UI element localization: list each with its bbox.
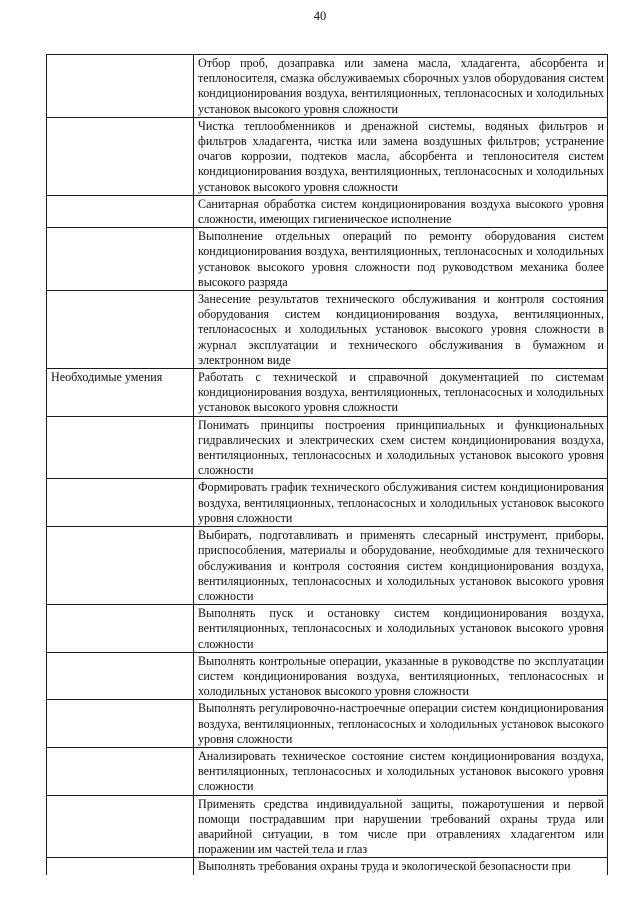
table-row — [47, 652, 608, 700]
row-text: Занесение результатов технического обслуживания и контроля состояния оборудования систем кондиционирования воздуха, вентиляционных, теплонасосных и холодильных установок высокого уровня сложности в журнал эксплуатации и технического обслуживания в бумажном и электронном виде — [194, 291, 608, 369]
table-row — [47, 416, 608, 479]
row-label — [47, 747, 194, 795]
row-label — [47, 858, 194, 875]
table-row — [47, 369, 608, 417]
row-text: Отбор проб, дозаправка или замена масла, хладагента, абсорбента и теплоносителя, смазка обслуживаемых сборочных узлов оборудования систем кондиционирования воздуха, вентиляционных, теплонасосных и холодильных установок высокого уровня сложности — [194, 55, 608, 118]
table-row — [47, 479, 608, 527]
row-label — [47, 291, 194, 369]
row-label — [47, 228, 194, 291]
table-row — [47, 228, 608, 291]
table-row — [47, 605, 608, 653]
table-row — [47, 195, 608, 227]
row-text: Выбирать, подготавливать и применять слесарный инструмент, приборы, приспособления, материалы и оборудование, необходимые для технического обслуживания и контроля состояния систем кондиционирования воздуха, вентиляционных, теплонасосных и холодильных установок высокого уровня сложности — [194, 527, 608, 605]
row-text: Санитарная обработка систем кондиционирования воздуха высокого уровня сложности, имеющих гигиеническое исполнение — [194, 195, 608, 227]
row-text: Анализировать техническое состояние систем кондиционирования воздуха, вентиляционных, теплонасосных и холодильных установок высокого уровня сложности — [194, 747, 608, 795]
row-label — [47, 117, 194, 195]
table-row — [47, 700, 608, 748]
row-text: Понимать принципы построения принципиальных и функциональных гидравлических и электрических схем систем кондиционирования воздуха, вентиляционных, теплонасосных и холодильных установок высокого уровня сложности — [194, 416, 608, 479]
row-text: Применять средства индивидуальной защиты, пожаротушения и первой помощи пострадавшим при нарушении требований охраны труда или аварийной ситуации, в том числе при отравлениях хладагентом или поражении им частей тела и глаз — [194, 795, 608, 858]
row-text: Работать с технической и справочной документацией по системам кондиционирования воздуха, вентиляционных, теплонасосных и холодильных установок высокого уровня сложности — [194, 369, 608, 417]
row-text: Выполнять регулировочно-настроечные операции систем кондиционирования воздуха, вентиляционных, теплонасосных и холодильных установок высокого уровня сложности — [194, 700, 608, 748]
row-label — [47, 700, 194, 748]
row-label — [47, 55, 194, 118]
row-label — [47, 605, 194, 653]
row-text: Выполнять требования охраны труда и экологической безопасности при — [194, 858, 608, 875]
row-label — [47, 527, 194, 605]
row-label — [47, 479, 194, 527]
table-row — [47, 747, 608, 795]
row-text: Выполнять пуск и остановку систем кондиционирования воздуха, вентиляционных, теплонасосных и холодильных установок высокого уровня сложности — [194, 605, 608, 653]
row-label — [47, 652, 194, 700]
row-text: Формировать график технического обслуживания систем кондиционирования воздуха, вентиляционных, теплонасосных и холодильных установок высокого уровня сложности — [194, 479, 608, 527]
table-row — [47, 795, 608, 858]
row-label-skills: Необходимые умения — [47, 369, 194, 417]
page-number: 40 — [313, 9, 327, 23]
table-row — [47, 117, 608, 195]
table-row — [47, 55, 608, 118]
row-text: Выполнять контрольные операции, указанные в руководстве по эксплуатации систем кондиционирования воздуха, вентиляционных, теплонасосных и холодильных установок высокого уровня сложности — [194, 652, 608, 700]
row-text: Чистка теплообменников и дренажной системы, водяных фильтров и фильтров хладагента, чистка или замена воздушных фильтров; устранение очагов коррозии, подтеков масла, абсорбента и теплоносителя систем кондиционирования воздуха, вентиляционных, теплонасосных и холодильных установок высокого уровня сложности — [194, 117, 608, 195]
row-label — [47, 195, 194, 227]
table-row — [47, 527, 608, 605]
requirements-table — [46, 54, 608, 875]
table-row — [47, 291, 608, 369]
table-row — [47, 858, 608, 875]
row-label — [47, 795, 194, 858]
row-text: Выполнение отдельных операций по ремонту оборудования систем кондиционирования воздуха, вентиляционных, теплонасосных и холодильных установок высокого уровня сложности под руководством механика более высокого разряда — [194, 228, 608, 291]
row-label — [47, 416, 194, 479]
